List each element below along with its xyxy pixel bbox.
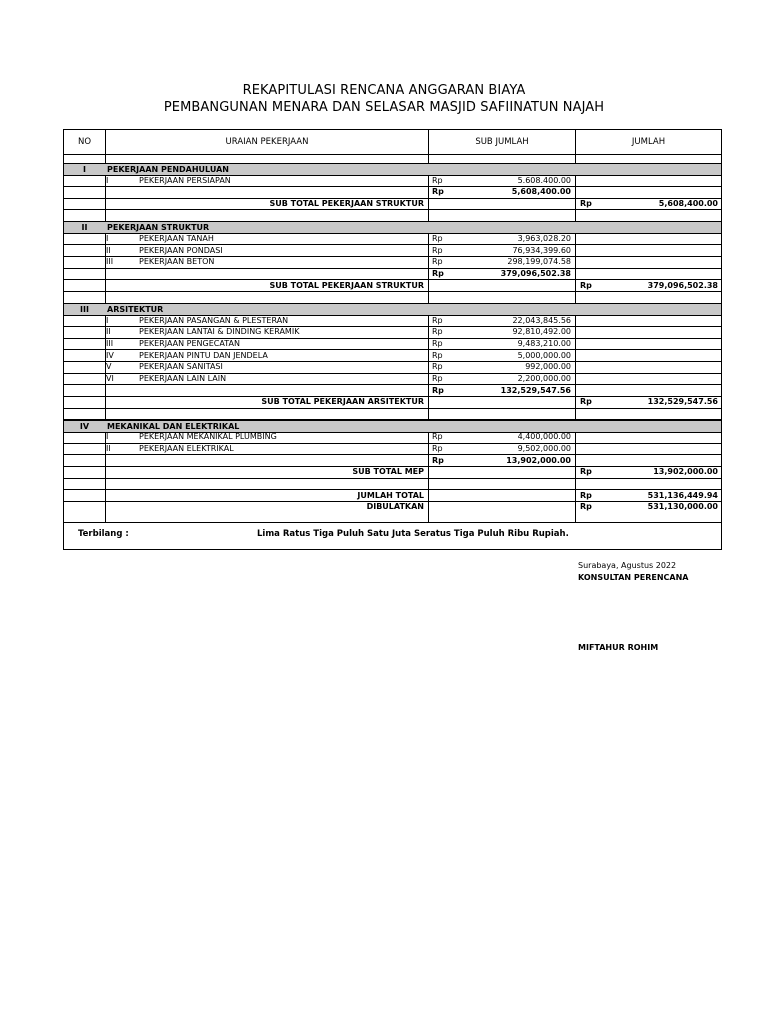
header-jumlah: JUMLAH (631, 137, 666, 147)
document-subtitle: PEMBANGUNAN MENARA DAN SELASAR MASJID SAFIINATUN NAJAH (163, 100, 605, 115)
subtotal-value: 5,608,400.00 (511, 187, 571, 197)
item-row (64, 233, 721, 244)
total-currency: Rp (580, 467, 592, 477)
section-title: PEKERJAAN STRUKTUR (107, 223, 210, 233)
subtotal-value: 379,096,502.38 (500, 269, 571, 278)
item-row (64, 361, 721, 372)
item-number: VI (106, 374, 114, 384)
item-number: I (106, 234, 109, 243)
item-currency: Rp (432, 327, 443, 337)
subtotal-currency: Rp (432, 455, 444, 465)
table-bottom-divider (64, 522, 721, 523)
item-name: PEKERJAAN MEKANIKAL PLUMBING (139, 432, 277, 442)
item-name: PEKERJAAN TANAH (139, 234, 214, 243)
header-divider (64, 154, 721, 155)
item-row (64, 256, 721, 267)
item-currency: Rp (432, 234, 443, 243)
item-number: V (106, 362, 112, 372)
item-row (64, 326, 721, 337)
cell-border (64, 478, 721, 479)
section-number: II (81, 223, 88, 233)
item-number: III (106, 339, 114, 348)
section-number: I (83, 165, 86, 174)
item-row (64, 338, 721, 349)
jumlah-total-label: JUMLAH TOTAL (357, 490, 424, 500)
item-currency: Rp (432, 432, 443, 442)
section-title: ARSITEKTUR (107, 305, 164, 314)
terbilang-text: Lima Ratus Tiga Puluh Satu Juta Seratus Tiga Puluh Ribu Rupiah. (257, 529, 569, 539)
item-currency: Rp (432, 339, 443, 348)
item-name: PEKERJAAN PASANGAN & PLESTERAN (139, 315, 289, 325)
subtotal-currency: Rp (432, 269, 444, 278)
total-value: 5,608,400.00 (658, 199, 718, 208)
item-number: III (106, 257, 114, 267)
item-currency: Rp (432, 257, 443, 267)
item-name: PEKERJAAN SANITASI (139, 362, 223, 372)
item-value: 3,963,028.20 (517, 234, 571, 243)
item-currency: Rp (432, 245, 443, 255)
header-sub-jumlah: SUB JUMLAH (475, 137, 529, 147)
total-value: 13,902,000.00 (653, 467, 718, 477)
subtotal-row (64, 186, 721, 197)
section-total-row (64, 280, 721, 291)
item-number: II (106, 245, 111, 255)
item-currency: Rp (432, 175, 443, 185)
jumlah-total-row (64, 490, 721, 501)
item-row (64, 373, 721, 384)
total-currency: Rp (580, 397, 592, 407)
item-name: PEKERJAAN PINTU DAN JENDELA (139, 350, 268, 360)
section-total-label: SUB TOTAL PEKERJAAN STRUKTUR (269, 280, 424, 290)
item-currency: Rp (432, 444, 443, 454)
header-uraian: URAIAN PEKERJAAN (225, 137, 309, 147)
subtotal-currency: Rp (432, 385, 444, 395)
dibulatkan-value: 531,130,000.00 (647, 502, 718, 512)
item-row (64, 350, 721, 361)
item-currency: Rp (432, 362, 443, 372)
item-value: 5,000,000.00 (517, 350, 571, 360)
item-number: IV (106, 350, 114, 360)
section-total-row (64, 198, 721, 209)
item-value: 992,000.00 (525, 362, 571, 372)
item-number: II (106, 444, 111, 454)
dibulatkan-row (64, 501, 721, 512)
section-title: PEKERJAAN PENDAHULUAN (107, 165, 229, 174)
subtotal-row (64, 455, 721, 466)
total-value: 132,529,547.56 (647, 397, 718, 407)
subtotal-row (64, 385, 721, 396)
item-number: I (106, 175, 109, 185)
item-value: 2,200,000.00 (517, 374, 571, 384)
item-value: 22,043,845.56 (512, 315, 571, 325)
subtotal-value: 132,529,547.56 (500, 385, 571, 395)
item-number: II (106, 327, 111, 337)
section-number: III (80, 305, 89, 314)
section-total-label: SUB TOTAL PEKERJAAN ARSITEKTUR (261, 397, 424, 407)
item-value: 9,502,000.00 (517, 444, 571, 454)
section-total-label: SUB TOTAL PEKERJAAN STRUKTUR (269, 199, 424, 208)
subtotal-value: 13,902,000.00 (506, 455, 571, 465)
item-row (64, 245, 721, 256)
terbilang-label: Terbilang : (78, 529, 129, 539)
item-value: 9,483,210.00 (517, 339, 571, 348)
item-name: PEKERJAAN PONDASI (139, 245, 223, 255)
cell-border (64, 408, 721, 409)
item-value: 92,810,492.00 (512, 327, 571, 337)
item-row (64, 431, 721, 442)
item-number: I (106, 315, 109, 325)
dibulatkan-label: DIBULATKAN (366, 502, 424, 512)
item-currency: Rp (432, 315, 443, 325)
signature-role: KONSULTAN PERENCANA (578, 573, 689, 582)
total-value: 379,096,502.38 (647, 280, 718, 290)
document-title: REKAPITULASI RENCANA ANGGARAN BIAYA (242, 83, 526, 98)
rab-table (63, 129, 722, 550)
section-total-row (64, 396, 721, 407)
item-name: PEKERJAAN BETON (139, 257, 215, 267)
section-number: IV (79, 421, 90, 431)
item-name: PEKERJAAN LANTAI & DINDING KERAMIK (139, 327, 300, 337)
item-value: 76,934,399.60 (512, 245, 571, 255)
item-number: I (106, 432, 109, 442)
item-row (64, 315, 721, 326)
item-name: PEKERJAAN PERSIAPAN (139, 175, 231, 185)
item-row (64, 443, 721, 454)
section-total-row (64, 466, 721, 477)
signature-place-date: Surabaya, Agustus 2022 (578, 561, 677, 570)
item-value: 5.608.400.00 (517, 175, 571, 185)
signature-name: MIFTAHUR ROHIM (578, 643, 659, 652)
section-title: MEKANIKAL DAN ELEKTRIKAL (107, 421, 240, 431)
item-currency: Rp (432, 350, 443, 360)
dibulatkan-currency: Rp (580, 502, 592, 512)
jumlah-total-value: 531,136,449.94 (647, 490, 718, 500)
jumlah-total-currency: Rp (580, 490, 592, 500)
item-name: PEKERJAAN LAIN LAIN (139, 374, 227, 384)
total-currency: Rp (580, 280, 592, 290)
item-name: PEKERJAAN ELEKTRIKAL (139, 444, 234, 454)
header-no: NO (77, 137, 92, 147)
item-value: 298,199,074.58 (507, 257, 571, 267)
subtotal-row (64, 268, 721, 279)
item-name: PEKERJAAN PENGECATAN (139, 339, 240, 348)
cell-border (64, 209, 721, 210)
item-row (64, 175, 721, 186)
total-currency: Rp (580, 199, 592, 208)
subtotal-currency: Rp (432, 187, 444, 197)
cell-border (64, 291, 721, 292)
item-currency: Rp (432, 374, 443, 384)
item-value: 4,400,000.00 (517, 432, 571, 442)
section-total-label: SUB TOTAL MEP (352, 467, 424, 477)
